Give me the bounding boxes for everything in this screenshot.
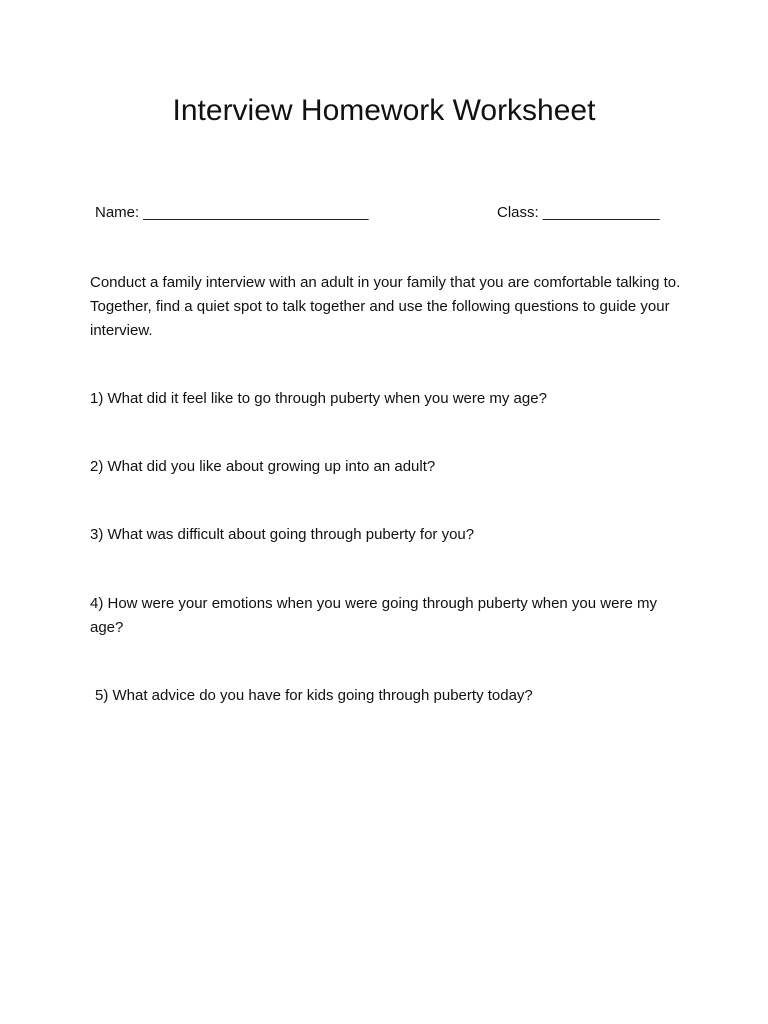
- question-1: 1) What did it feel like to go through puberty when you were my age?: [90, 390, 547, 407]
- name-label: Name:: [95, 204, 140, 221]
- name-blank-line: ___________________________: [143, 204, 369, 221]
- instructions-paragraph: Conduct a family interview with an adult in your family that you are comfortable talking to. Together, find a quiet spot to talk together and use the following questions to guide your interview.: [90, 274, 681, 339]
- name-field: [95, 204, 368, 221]
- question-4: 4) How were your emotions when you were going through puberty when you were my age?: [90, 595, 657, 636]
- question-5: 5) What advice do you have for kids going through puberty today?: [95, 687, 533, 704]
- page-title: Interview Homework Worksheet: [172, 94, 596, 127]
- question-3: 3) What was difficult about going through puberty for you?: [90, 526, 475, 543]
- question-2: 2) What did you like about growing up into an adult?: [90, 458, 436, 475]
- class-label: Class:: [497, 204, 539, 221]
- class-blank-line: ______________: [542, 204, 660, 221]
- class-field: [497, 204, 659, 221]
